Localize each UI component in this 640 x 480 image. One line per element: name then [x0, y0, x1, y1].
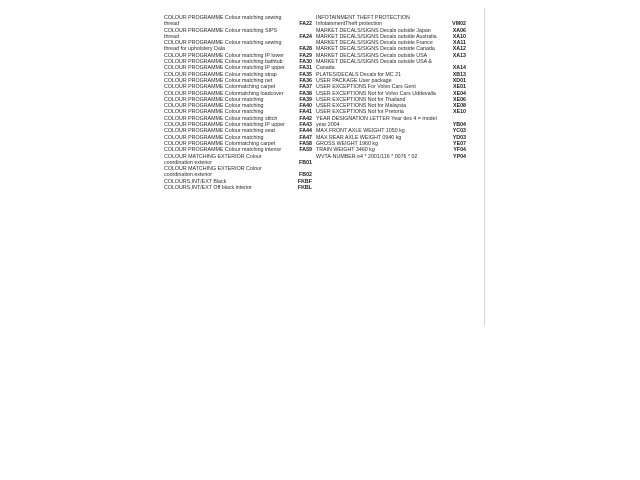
option-code: XA13	[452, 52, 466, 59]
option-code: YB04	[452, 122, 466, 129]
option-description: COLOUR MATCHING EXTERIOR Colour coordination exterior	[164, 153, 262, 166]
page-divider-line	[484, 8, 485, 326]
option-row	[316, 116, 466, 129]
option-code: XA12	[452, 46, 466, 53]
option-code: FA28	[299, 46, 312, 53]
option-description: WVTA-NUMBER e4 * 2001/116 * 0076 * 02	[316, 153, 418, 160]
option-code: FA35	[299, 71, 312, 78]
option-code: FB02	[299, 172, 312, 179]
option-row	[164, 40, 312, 53]
option-description: COLOUR PROGRAMME Colour matching sewing thread	[164, 15, 282, 28]
option-row	[164, 154, 312, 167]
option-description: COLOUR PROGRAMME Colormatching carpet	[164, 140, 276, 147]
option-code: FA41	[299, 109, 312, 116]
option-code: XD01	[452, 77, 466, 84]
option-code: YE07	[453, 140, 466, 147]
option-description: INFOTAINMENT THEFT PROTECTION InfotainmentTheft protection	[316, 15, 410, 28]
option-code: XA14	[452, 65, 466, 72]
option-code: FA59	[299, 147, 312, 154]
option-description: USER EXCEPTIONS For Volvo Cars Gent	[316, 84, 416, 91]
option-code: XA06	[452, 27, 466, 34]
option-description: COLOUR PROGRAMME Colour matching seat	[164, 128, 275, 135]
option-code: FA24	[299, 33, 312, 40]
option-description: GROSS WEIGHT 1960 kg	[316, 140, 379, 147]
option-code: XA10	[452, 33, 466, 40]
option-code: VM02	[452, 21, 466, 28]
option-description: USER EXCEPTIONS Not for Thailand	[316, 96, 406, 103]
option-description: COLOUR PROGRAMME Colour matching interior	[164, 147, 282, 154]
option-code: XE10	[453, 109, 466, 116]
left-option-column	[164, 15, 312, 191]
option-description: YEAR DESIGNATION LETTER Year des 4 = model year 2004	[316, 115, 437, 129]
option-code: YC03	[452, 128, 466, 135]
option-code: YP04	[453, 153, 466, 160]
option-code: FA22	[299, 21, 312, 28]
option-description: COLOUR PROGRAMME Colour matching bathtub	[164, 59, 283, 66]
option-description: COLOUR PROGRAMME Colormatching carpet	[164, 84, 276, 91]
option-description: COLOUR PROGRAMME Colour matching sewing thread for upholstery Dala	[164, 40, 282, 53]
option-description: MARKET DECALS/SIGNS Decals outside Japan	[316, 27, 431, 34]
option-row	[164, 166, 312, 179]
option-code: FA31	[299, 65, 312, 72]
option-code: XE06	[453, 96, 466, 103]
option-code: XE01	[453, 84, 466, 91]
option-description: COLOUR PROGRAMME Colour matching	[164, 96, 264, 103]
option-description: USER EXCEPTIONS Not for Volvo Cars Uddevalla	[316, 90, 436, 97]
option-description: COLOUR PROGRAMME Colour matching stitch	[164, 115, 278, 122]
option-description: PLATES/DECALS Decals for MC 21	[316, 71, 401, 78]
option-row	[164, 15, 312, 28]
option-row	[164, 28, 312, 41]
option-description: COLOUR PROGRAMME Colormatching loadcover	[164, 90, 284, 97]
option-row	[316, 154, 466, 160]
option-description: COLOUR PROGRAMME Colour matching SIPS thread	[164, 27, 278, 40]
option-code: FB01	[299, 159, 312, 166]
option-code: XB13	[452, 71, 466, 78]
option-code: XE04	[453, 90, 466, 97]
option-description: MARKET DECALS/SIGNS Decals outside France	[316, 40, 433, 47]
option-code: XE08	[453, 103, 466, 110]
option-row	[316, 59, 466, 72]
option-code: FA36	[299, 77, 312, 84]
right-option-column	[316, 15, 466, 160]
option-row	[316, 15, 466, 28]
option-code: FA43	[299, 122, 312, 129]
option-description: USER EXCEPTIONS Not for Pretoria	[316, 109, 404, 116]
option-description: MARKET DECALS/SIGNS Decals outside Canada	[316, 46, 435, 53]
option-description: MARKET DECALS/SIGNS Decals outside USA & Canada	[316, 59, 432, 72]
option-description: MAX FRONT AXLE WEIGHT 1050 kg	[316, 128, 405, 135]
option-code: FA44	[299, 128, 312, 135]
option-description: MARKET DECALS/SIGNS Decals outside USA	[316, 52, 428, 59]
option-description: COLOUR PROGRAMME Colour matching IP upper	[164, 65, 285, 72]
option-code: FKBL	[297, 185, 312, 192]
option-description: COLOUR PROGRAMME Colour matching	[164, 109, 264, 116]
option-code: FA47	[299, 134, 312, 141]
option-code: FA38	[299, 90, 312, 97]
option-description: COLOUR PROGRAMME Colour matching	[164, 134, 264, 141]
option-code: FA30	[299, 59, 312, 66]
option-code: FA39	[299, 96, 312, 103]
option-code: YF04	[453, 147, 466, 154]
option-description: COLOUR PROGRAMME Colour matching strap	[164, 71, 277, 78]
option-code: XA11	[453, 40, 466, 47]
option-description: COLOUR MATCHING EXTERIOR Colour coordination exterior	[164, 166, 262, 179]
option-description: COLOUR PROGRAMME Colour matching IP upper	[164, 122, 285, 129]
option-description: COLOUR PROGRAMME Colour matching	[164, 103, 264, 110]
option-description: COLOUR PROGRAMME Colour matching IP lower	[164, 52, 284, 59]
option-code: FA40	[299, 103, 312, 110]
option-description: COLOURS,INT/EXT Off black interior	[164, 185, 252, 192]
option-code: FA58	[299, 140, 312, 147]
option-description: USER PACKAGE User package	[316, 77, 392, 84]
option-code: FKBF	[297, 178, 312, 185]
option-code: FA29	[299, 52, 312, 59]
option-description: COLOUR PROGRAMME Colour matching net	[164, 77, 273, 84]
option-code: YD03	[452, 134, 466, 141]
option-row	[164, 185, 312, 191]
option-description: COLOURS,INT/EXT Black	[164, 178, 227, 185]
option-code: FA37	[299, 84, 312, 91]
option-description: MARKET DECALS/SIGNS Decals outside Australia	[316, 33, 437, 40]
option-description: MAX REAR AXLE WEIGHT 0940 kg	[316, 134, 402, 141]
option-code: FA42	[299, 115, 312, 122]
option-description: USER EXCEPTIONS Not for Malaysia	[316, 103, 407, 110]
option-description: TRAIN WEIGHT 3460 kg	[316, 147, 375, 154]
